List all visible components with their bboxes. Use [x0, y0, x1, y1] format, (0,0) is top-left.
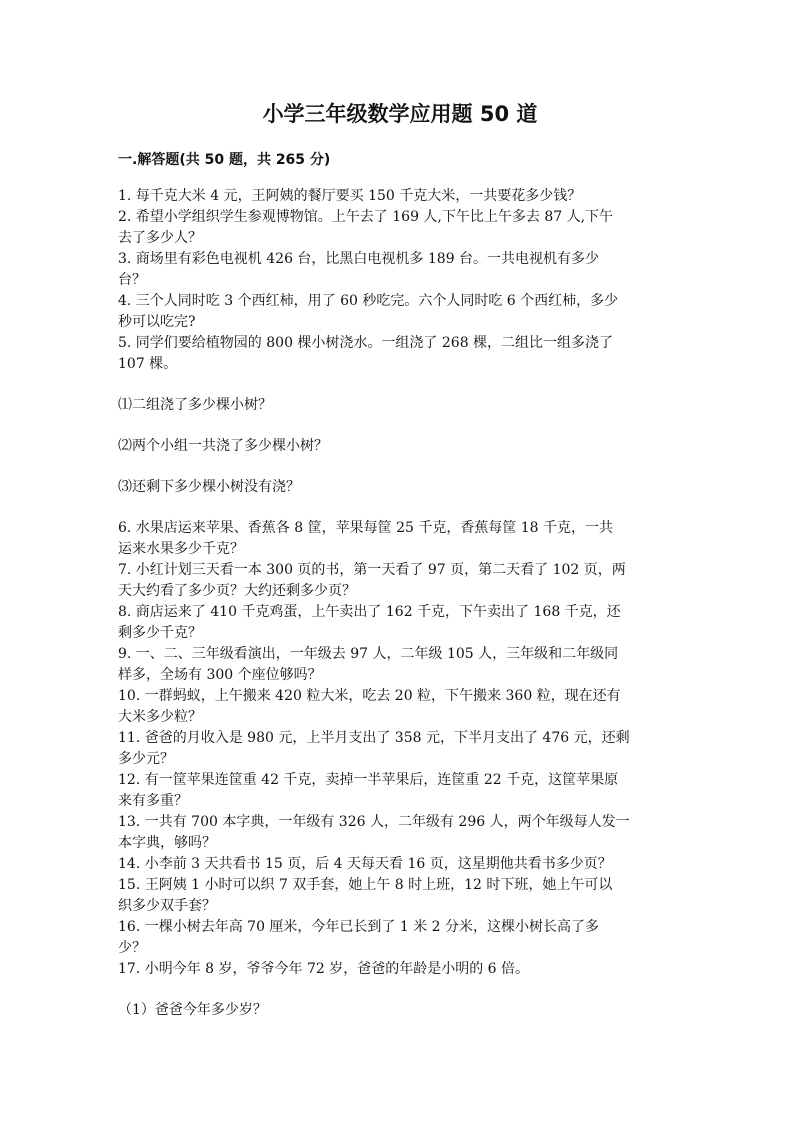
- question-item: 14. 小李前 3 天共看书 15 页，后 4 天每天看 16 页，这星期他共看书多少页？: [118, 856, 612, 872]
- question-list: [118, 186, 688, 1021]
- question-item: 17. 小明今年 8 岁，爷爷今年 72 岁，爸爸的年龄是小明的 6 倍。: [118, 961, 530, 977]
- question-item: 12. 有一筐苹果连筐重 42 千克，卖掉一半苹果后，连筐重 22 千克，这筐苹果原 来有多重？: [118, 772, 619, 809]
- sub-question: ⑶还剩下多少棵小树没有浇？: [118, 479, 300, 495]
- question-item: 9. 一、二、三年级看演出，一年级去 97 人，二年级 105 人，三年级和二年级同 样多，全场有 300 个座位够吗？: [118, 646, 619, 683]
- question-item: 15. 王阿姨 1 小时可以织 7 双手套，她上午 8 时上班，12 时下班，她上午可以 织多少双手套？: [118, 877, 613, 914]
- question-item: 5. 同学们要给植物园的 800 棵小树浇水。一组浇了 268 棵，二组比一组多浇了 107 棵。: [118, 335, 614, 372]
- question-item: 8. 商店运来了 410 千克鸡蛋，上午卖出了 162 千克，下午卖出了 168 千克，还 剩多少千克？: [118, 604, 621, 641]
- page-title: 小学三年级数学应用题 50 道: [262, 102, 538, 126]
- question-item: 11. 爸爸的月收入是 980 元，上半月支出了 358 元，下半月支出了 476 元，还剩 多少元？: [118, 730, 630, 767]
- question-item: 2. 希望小学组织学生参观博物馆。上午去了 169 人,下午比上午多去 87 人,下午 去了多少人？: [118, 209, 614, 246]
- question-item: 3. 商场里有彩色电视机 426 台，比黑白电视机多 189 台。一共电视机有多少 台？: [118, 251, 600, 288]
- sub-question: （1）爸爸今年多少岁？: [118, 1002, 267, 1018]
- sub-question: ⑴二组浇了多少棵小树？: [118, 397, 272, 413]
- question-item: 13. 一共有 700 本字典，一年级有 326 人，二年级有 296 人，两个年级每人发一 本字典，够吗？: [118, 814, 630, 851]
- question-item: 6. 水果店运来苹果、香蕉各 8 筐，苹果每筐 25 千克，香蕉每筐 18 千克，一共 运来水果多少千克？: [118, 520, 614, 557]
- question-item: 10. 一群蚂蚁，上午搬来 420 粒大米，吃去 20 粒，下午搬来 360 粒，现在还有 大米多少粒？: [118, 688, 621, 725]
- sub-question: ⑵两个小组一共浇了多少棵小树？: [118, 438, 328, 454]
- question-item: 1. 每千克大米 4 元，王阿姨的餐厅要买 150 千克大米，一共要花多少钱？: [118, 188, 582, 204]
- question-item: 4. 三个人同时吃 3 个西红柿，用了 60 秒吃完。六个人同时吃 6 个西红柿，多少 秒可以吃完?: [118, 293, 619, 330]
- section-heading: 一.解答题(共 50 题，共 265 分): [118, 152, 331, 168]
- question-item: 7. 小红计划三天看一本 300 页的书，第一天看了 97 页，第二天看了 102 页，两 天大约看了多少页？大约还剩多少页？: [118, 562, 626, 599]
- question-item: 16. 一棵小树去年高 70 厘米，今年已长到了 1 米 2 分米，这棵小树长高了多 少？: [118, 919, 600, 956]
